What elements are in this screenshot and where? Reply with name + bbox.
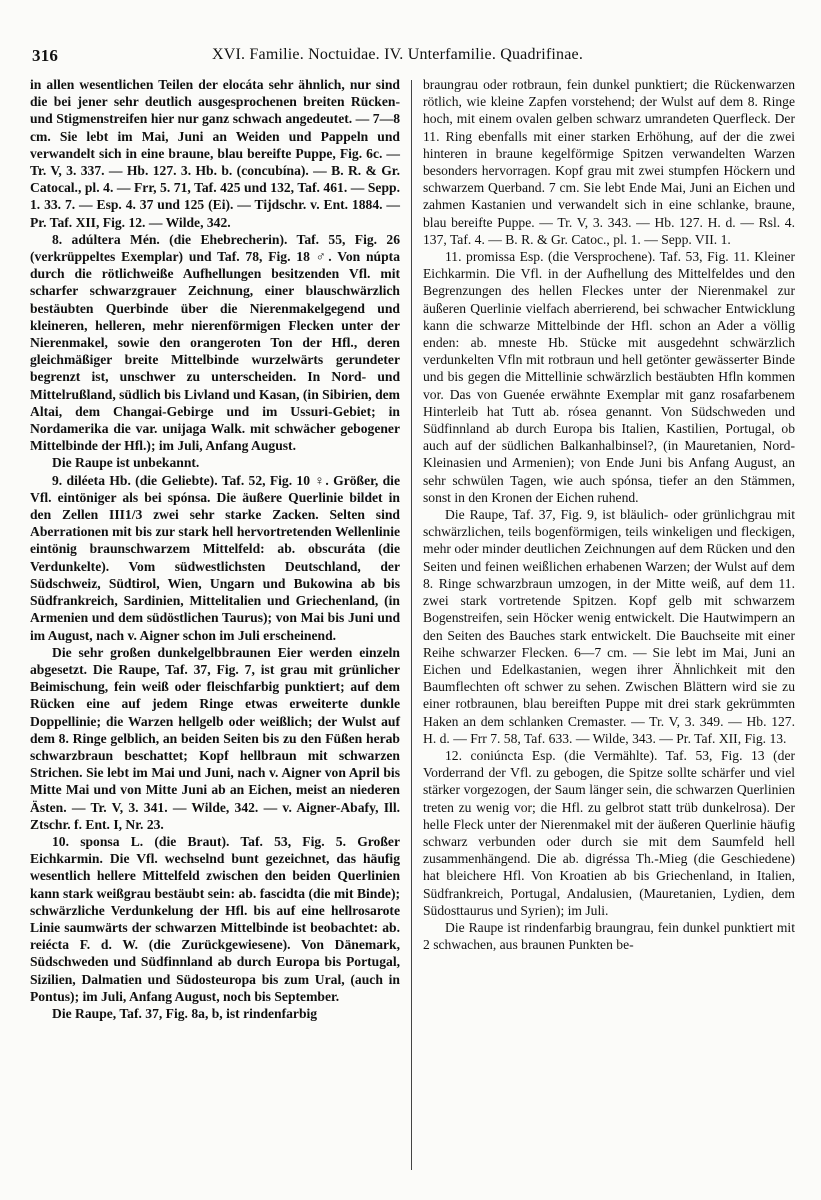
page-number: 316 xyxy=(32,46,59,65)
page-header xyxy=(32,46,792,66)
species-entry-sponsa: 10. sponsa L. (die Braut). Taf. 53, Fig. 5. Großer Eichkarmin. Die Vfl. wechselnd bunt gezeichnet, das häufig wesentlich hellere Mittelfeld zwischen den beiden Querlinien kann stark weißgrau bestäubt sein: ab. fascidta (die mit Binde); schwärzliche Verdunkelung der Hfl. bis auf eine hellrosarote Linie saumwärts der schwarzen Mittelbinde ist beobachtet: ab. reiécta F. d. W. (die Zurückgewiesene). Von Dänemark, Südschweden und Südfinnland ab durch Europa bis Portugal, Sizilien, Dalmatien und Südosteuropa bis zum Ural, (auch in Pontus); im Juli, Anfang August, noch bis September. xyxy=(30,833,400,1004)
paragraph: Die Raupe ist unbekannt. xyxy=(52,455,200,471)
column-divider xyxy=(411,80,412,1170)
species-entry-coniuncta: 12. coniúncta Esp. (die Vermählte). Taf. 53, Fig. 13 (der Vorderrand der Vfl. zu gebogen, die Spitze sollte schärfer und viel stärker vorgezogen, der Saum länger sein, die schwarzen Querlinien treten zu wenig vor; die Hfl. zu gelbrot statt trüb dunkelrosa). Der helle Fleck unter der Nierenmakel mit der äußeren Querlinie häufig schwarz verbunden oder durch sie mit dem Saumfeld hell zusammenhängend. Die ab. digréssa Th.-Mieg (die Geschiedene) hat bleichere Hfl. Von Kroatien ab bis Griechenland, in Italien, Südfrankreich, Portugal, Andalusien, (Mauretanien, Lydien, dem Südosttaurus und Syrien); im Juli. xyxy=(423,747,795,918)
species-entry-dilecta: 9. diléeta Hb. (die Geliebte). Taf. 52, Fig. 10 ♀. Größer, die Vfl. eintöniger als bei spónsa. Die äußere Querlinie bildet in den Zellen III1/3 zwei sehr starke Zacken. Selten sind Aberrationen mit bis zur stark hell hervortretenden Wellenlinie eintönig braunschwarzem Mittelfeld: ab. obscuráta (die Verdunkelte). Vom südwestlichsten Deutschland, der Südschweiz, Südtirol, Wien, Ungarn und Bukowina ab bis Südfrankreich, Sardinien, Mittelitalien und Griechenland, (in Armenien und dem südöstlichen Taurus); von Mai bis Juni und im August, nach v. Aigner schon im Juli erscheinend. xyxy=(30,472,400,643)
paragraph: braungrau oder rotbraun, fein dunkel punktiert; die Rückenwarzen rötlich, wie kleine Zapfen vorstehend; der Wulst auf dem 8. Ringe hoch, mit einem ovalen gelben schwarz umrandeten Querfleck. Der 11. Ring ebenfalls mit einer starken Erhöhung, auf der die zwei hinteren in braune kegelförmige Spitzen verwandelten Warzen besonders hervorragen. Kopf grau mit zwei stumpfen Höckern und schwarzem Querband. 7 cm. Sie lebt Ende Mai, Juni an Eichen und zahmen Kastanien und verwandelt sich in eine schlanke, braune, blau bereifte Puppe. — Tr. V, 3. 343. — Hb. 127. H. d. — Rsl. 4. 137, Taf. 4. — B. R. & Gr. Catoc., pl. 1. — Sepp. VII. 1. xyxy=(423,77,795,247)
running-title: XVI. Familie. Noctuidae. IV. Unterfamilie. Quadrifinae. xyxy=(212,46,584,63)
paragraph: in allen wesentlichen Teilen der elocáta sehr ähnlich, nur sind die bei jener sehr deutlich ausgesprochenen breiten Rücken- und Stigmenstreifen hier nur ganz schwach angedeutet. — 7—8 cm. Sie lebt im Mai, Juni an Weiden und Pappeln und verwandelt sich in eine braune, blau bereifte Puppe, Fig. 6c. — Tr. V, 3. 337. — Hb. 127. 3. Hb. b. (concubína). — B. R. & Gr. Catocal., pl. 4. — Frr, 5. 71, Taf. 425 und 132, Taf. 461. — Sepp. 1. 33. 7. — Esp. 4. 37 und 125 (Ei). — Tijdschr. v. Ent. 1884. — Pr. Taf. XII, Fig. 12. — Wilde, 342. xyxy=(30,77,400,230)
paragraph: Die Raupe, Taf. 37, Fig. 9, ist bläulich- oder grünlichgrau mit schwärzlichen, teils bogenförmigen, teils winkeligen und fleckigen, mehr oder minder deutlichen Zeichnungen auf dem Rücken und den Seiten und feinen weißlichen erhabenen Warzen; der Wulst auf dem 8. Ringe schwarzbraun umzogen, in der Mitte weiß, auf dem 11. zwei stark vortretende Spitzen. Kopf gelb mit schwarzem Bogenstreifen, sein Höcker wenig entwickelt. Die Hautwimpern an den Seiten des Bauches stark entwickelt. Die Bauchseite mit einer Reihe schwarzer Flecken. 6—7 cm. — Sie lebt im Mai, Juni an Eichen und Edelkastanien, wegen ihrer Ähnlichkeit mit den Baumflechten oft schwer zu sehen. Zwischen Blättern wird sie zu einer rotbraunen, blau bereiften Puppe mit drei stark gekrümmten Haken an dem schlanken Cremaster. — Tr. V, 3. 349. — Hb. 127. H. d. — Frr 7. 58, Taf. 633. — Wilde, 343. — Pr. Taf. XII, Fig. 13. xyxy=(423,507,795,746)
species-entry-adultera: 8. adúltera Mén. (die Ehebrecherin). Taf. 55, Fig. 26 (verkrüppeltes Exemplar) und Taf. 78, Fig. 18 ♂. Von núpta durch die rötlichweiße Aufhellungen besitzenden Vfl. mit scharfer schwarzgrauer Zeichnung, einer blauschwärzlich bestäubten Querbinde über die Nierenmakelgegend und kleineren, helleren, mehr nierenförmigen Flecken unter der Nierenmakel, sowie den orangeroten Ton der Hfl., deren gleichmäßiger breite Mittelbinde wurzelwärts gerundeter begrenzt ist, unschwer zu unterscheiden. In Nord- und Mittelrußland, südlich bis Livland und Kasan, (in Sibirien, dem Altai, dem Changai-Gebirge und im Ussuri-Gebiet; in Nordamerika die var. unijaga Walk. mit schwächer gebogener Mittelbinde der Hfl.); im Juli, Anfang August. xyxy=(30,231,400,454)
species-entry-promissa: 11. promissa Esp. (die Versprochene). Taf. 53, Fig. 11. Kleiner Eichkarmin. Die Vfl. in der Aufhellung des Mittelfeldes und den Begrenzungen des hellen Fleckes unter der Nierenmakel zur äußeren Querlinie vielfach aberrierend, bei schwacher Entwicklung kann die schwarze Mittelbinde der Hfl. schon an Ader a völlig enden: ab. mneste Hb. Stücke mit ausgedehnt schwärzlich verdunkelten Vfln mit rotbraun und hell getönter gewässerter Binde und bis gegen die Mittellinie schwärzlich bestäubten Hfln kommen vor. Das von Guenée erwähnte Exemplar mit ganz rosafarbenem Hinterleib hat Tutt ab. rósea genannt. Von Südschweden und Südfinnland ab durch Europa bis Italien, Kastilien, Portugal, ob auch auf der südlichen Balkanhalbinsel?, (in Mauretanien, Nord-Kleinasien und Armenien); von Ende Juni bis Anfang August, an sehr schwülen Tagen, wie auch spónsa, tiefer an den Stämmen, sonst in den Kronen der Eichen ruhend. xyxy=(423,249,795,505)
right-column xyxy=(423,76,795,953)
left-column xyxy=(30,76,400,1022)
paragraph: Die sehr großen dunkelgelbbraunen Eier werden einzeln abgesetzt. Die Raupe, Taf. 37, Fig. 7, ist grau mit grünlicher Beimischung, fein weiß oder fleischfarbig punktiert; auf dem Rücken eine auf jedem Ringe etwas erweiterte dunkle Doppellinie; die Warzen hellgelb oder weißlich; der Wulst auf dem 8. Ringe gelblich, an beiden Seiten bis zu den Füßen herab schwarzbraun beschattet; Kopf hellbraun mit schwarzen Strichen. Sie lebt im Mai und Juni, nach v. Aigner von April bis Mitte Mai und von Mitte Juni ab an Eichen, meist an niederen Ästen. — Tr. V, 3. 341. — Wilde, 342. — v. Aigner-Abafy, Ill. Ztschr. f. Ent. I, Nr. 23. xyxy=(30,644,400,832)
paragraph: Die Raupe, Taf. 37, Fig. 8a, b, ist rindenfarbig xyxy=(52,1005,318,1021)
paragraph: Die Raupe ist rindenfarbig braungrau, fein dunkel punktiert mit 2 schwachen, aus braunen Punkten be- xyxy=(423,919,795,953)
